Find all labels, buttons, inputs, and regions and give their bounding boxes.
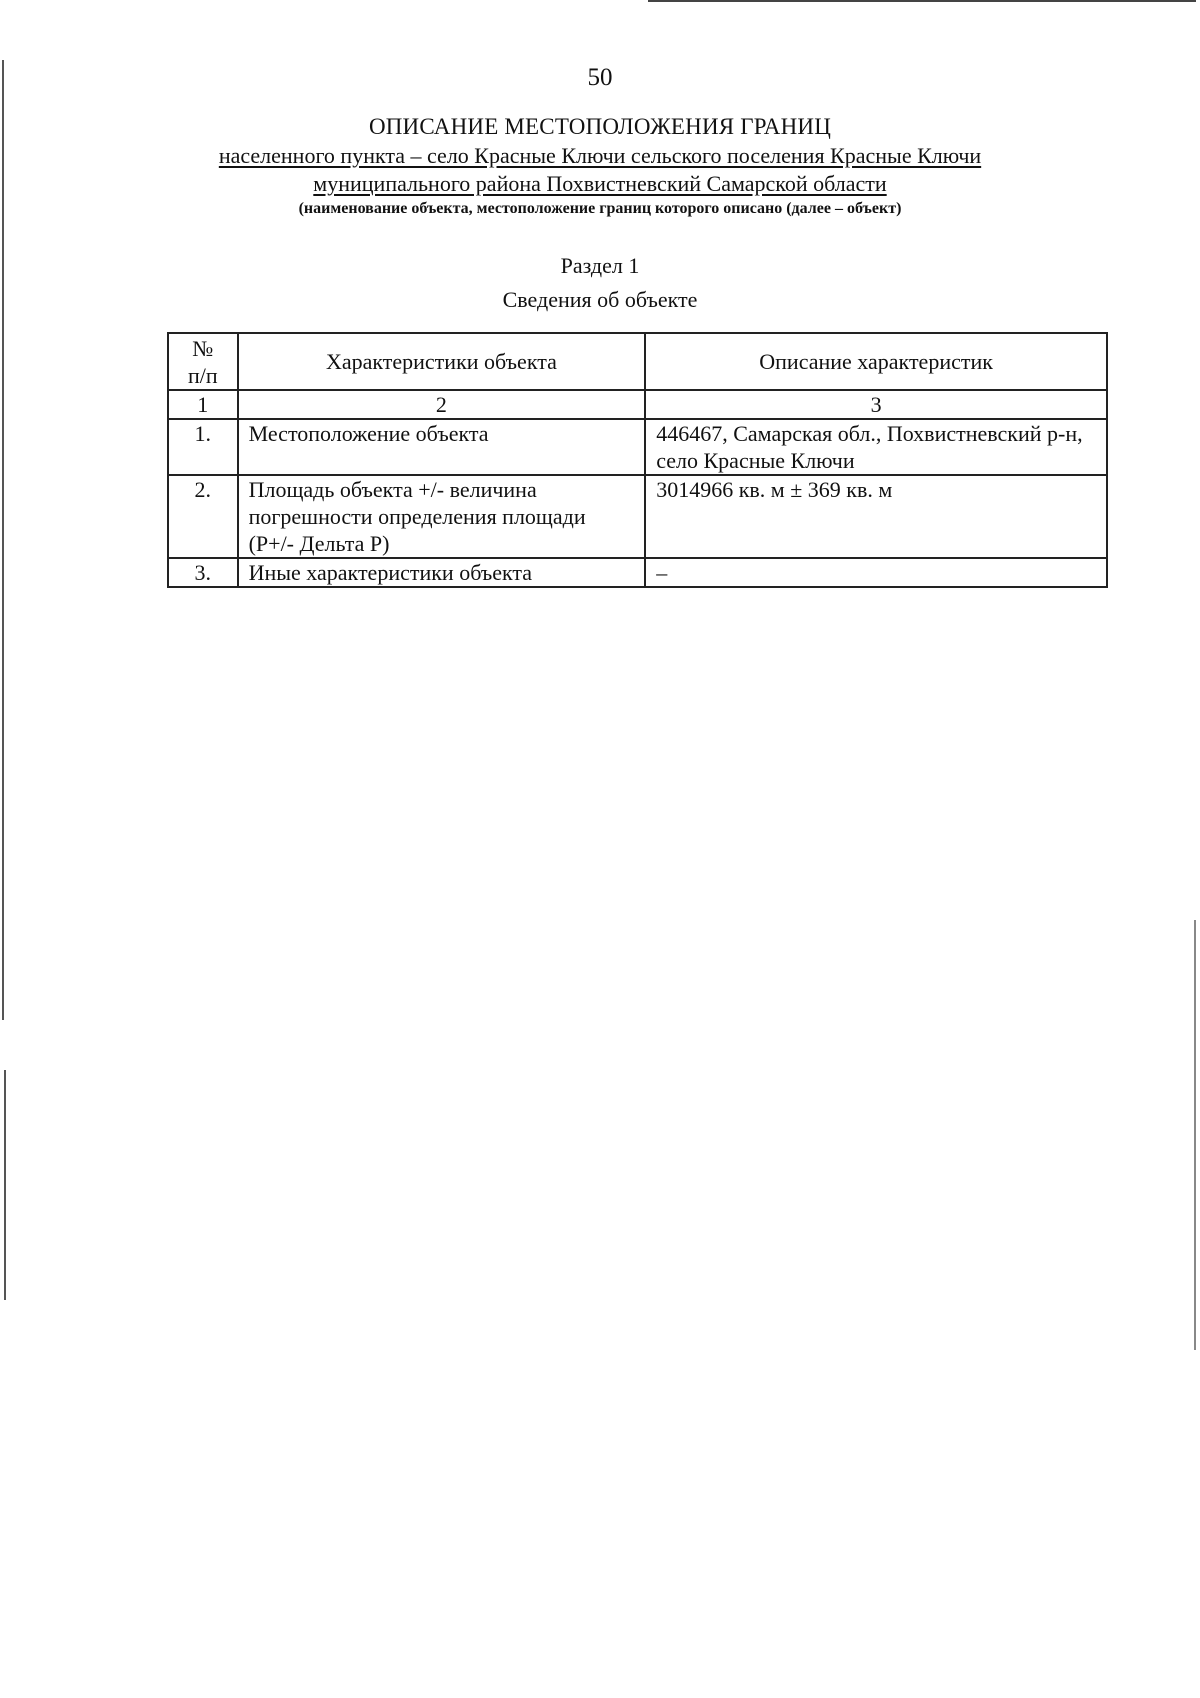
section-label: Раздел 1 [560, 253, 640, 278]
index-cell-2: 2 [238, 390, 646, 419]
table-row [168, 419, 1107, 475]
row-description: – [645, 558, 1107, 587]
header-description: Описание характеристик [645, 333, 1107, 390]
row-number: 2. [168, 475, 238, 558]
object-name-line-1-text: населенного пункта – село Красные Ключи сельского поселения Красные Ключи [218, 143, 982, 168]
object-name-line-1 [0, 143, 1200, 169]
scan-artifact-left-edge-lower [4, 1070, 6, 1300]
page-number: 50 [587, 64, 613, 91]
table-row [168, 475, 1107, 558]
row-characteristic: Иные характеристики объекта [238, 558, 646, 587]
scan-artifact-right-edge [1194, 920, 1196, 1350]
row-number: 1. [168, 419, 238, 475]
section-title: Сведения об объекте [502, 287, 698, 312]
table-header-row [168, 333, 1107, 390]
table-index-row [168, 390, 1107, 419]
row-description: 3014966 кв. м ± 369 кв. м [645, 475, 1107, 558]
document-title: ОПИСАНИЕ МЕСТОПОЛОЖЕНИЯ ГРАНИЦ [368, 114, 832, 139]
object-info-table [167, 332, 1108, 588]
row-characteristic: Площадь объекта +/- величина погрешности определения площади (Р+/- Дельта Р) [238, 475, 646, 558]
index-cell-3: 3 [645, 390, 1107, 419]
header-num-line2: п/п [187, 362, 218, 388]
row-number: 3. [168, 558, 238, 587]
table-row [168, 558, 1107, 587]
object-name-caption: (наименование объекта, местоположение границ которого описано (далее – объект) [298, 200, 902, 217]
header-characteristics: Характеристики объекта [238, 333, 646, 390]
object-name-line-2-text: муниципального района Похвистневский Самарской области [313, 171, 887, 196]
row-description: 446467, Самарская обл., Похвистневский р-н, село Красные Ключи [645, 419, 1107, 475]
row-characteristic: Местоположение объекта [238, 419, 646, 475]
index-cell-1: 1 [168, 390, 238, 419]
object-name-line-2 [0, 171, 1200, 197]
header-num [168, 333, 238, 390]
scan-artifact-top-line [648, 0, 1196, 2]
header-num-line1: № [192, 335, 214, 361]
